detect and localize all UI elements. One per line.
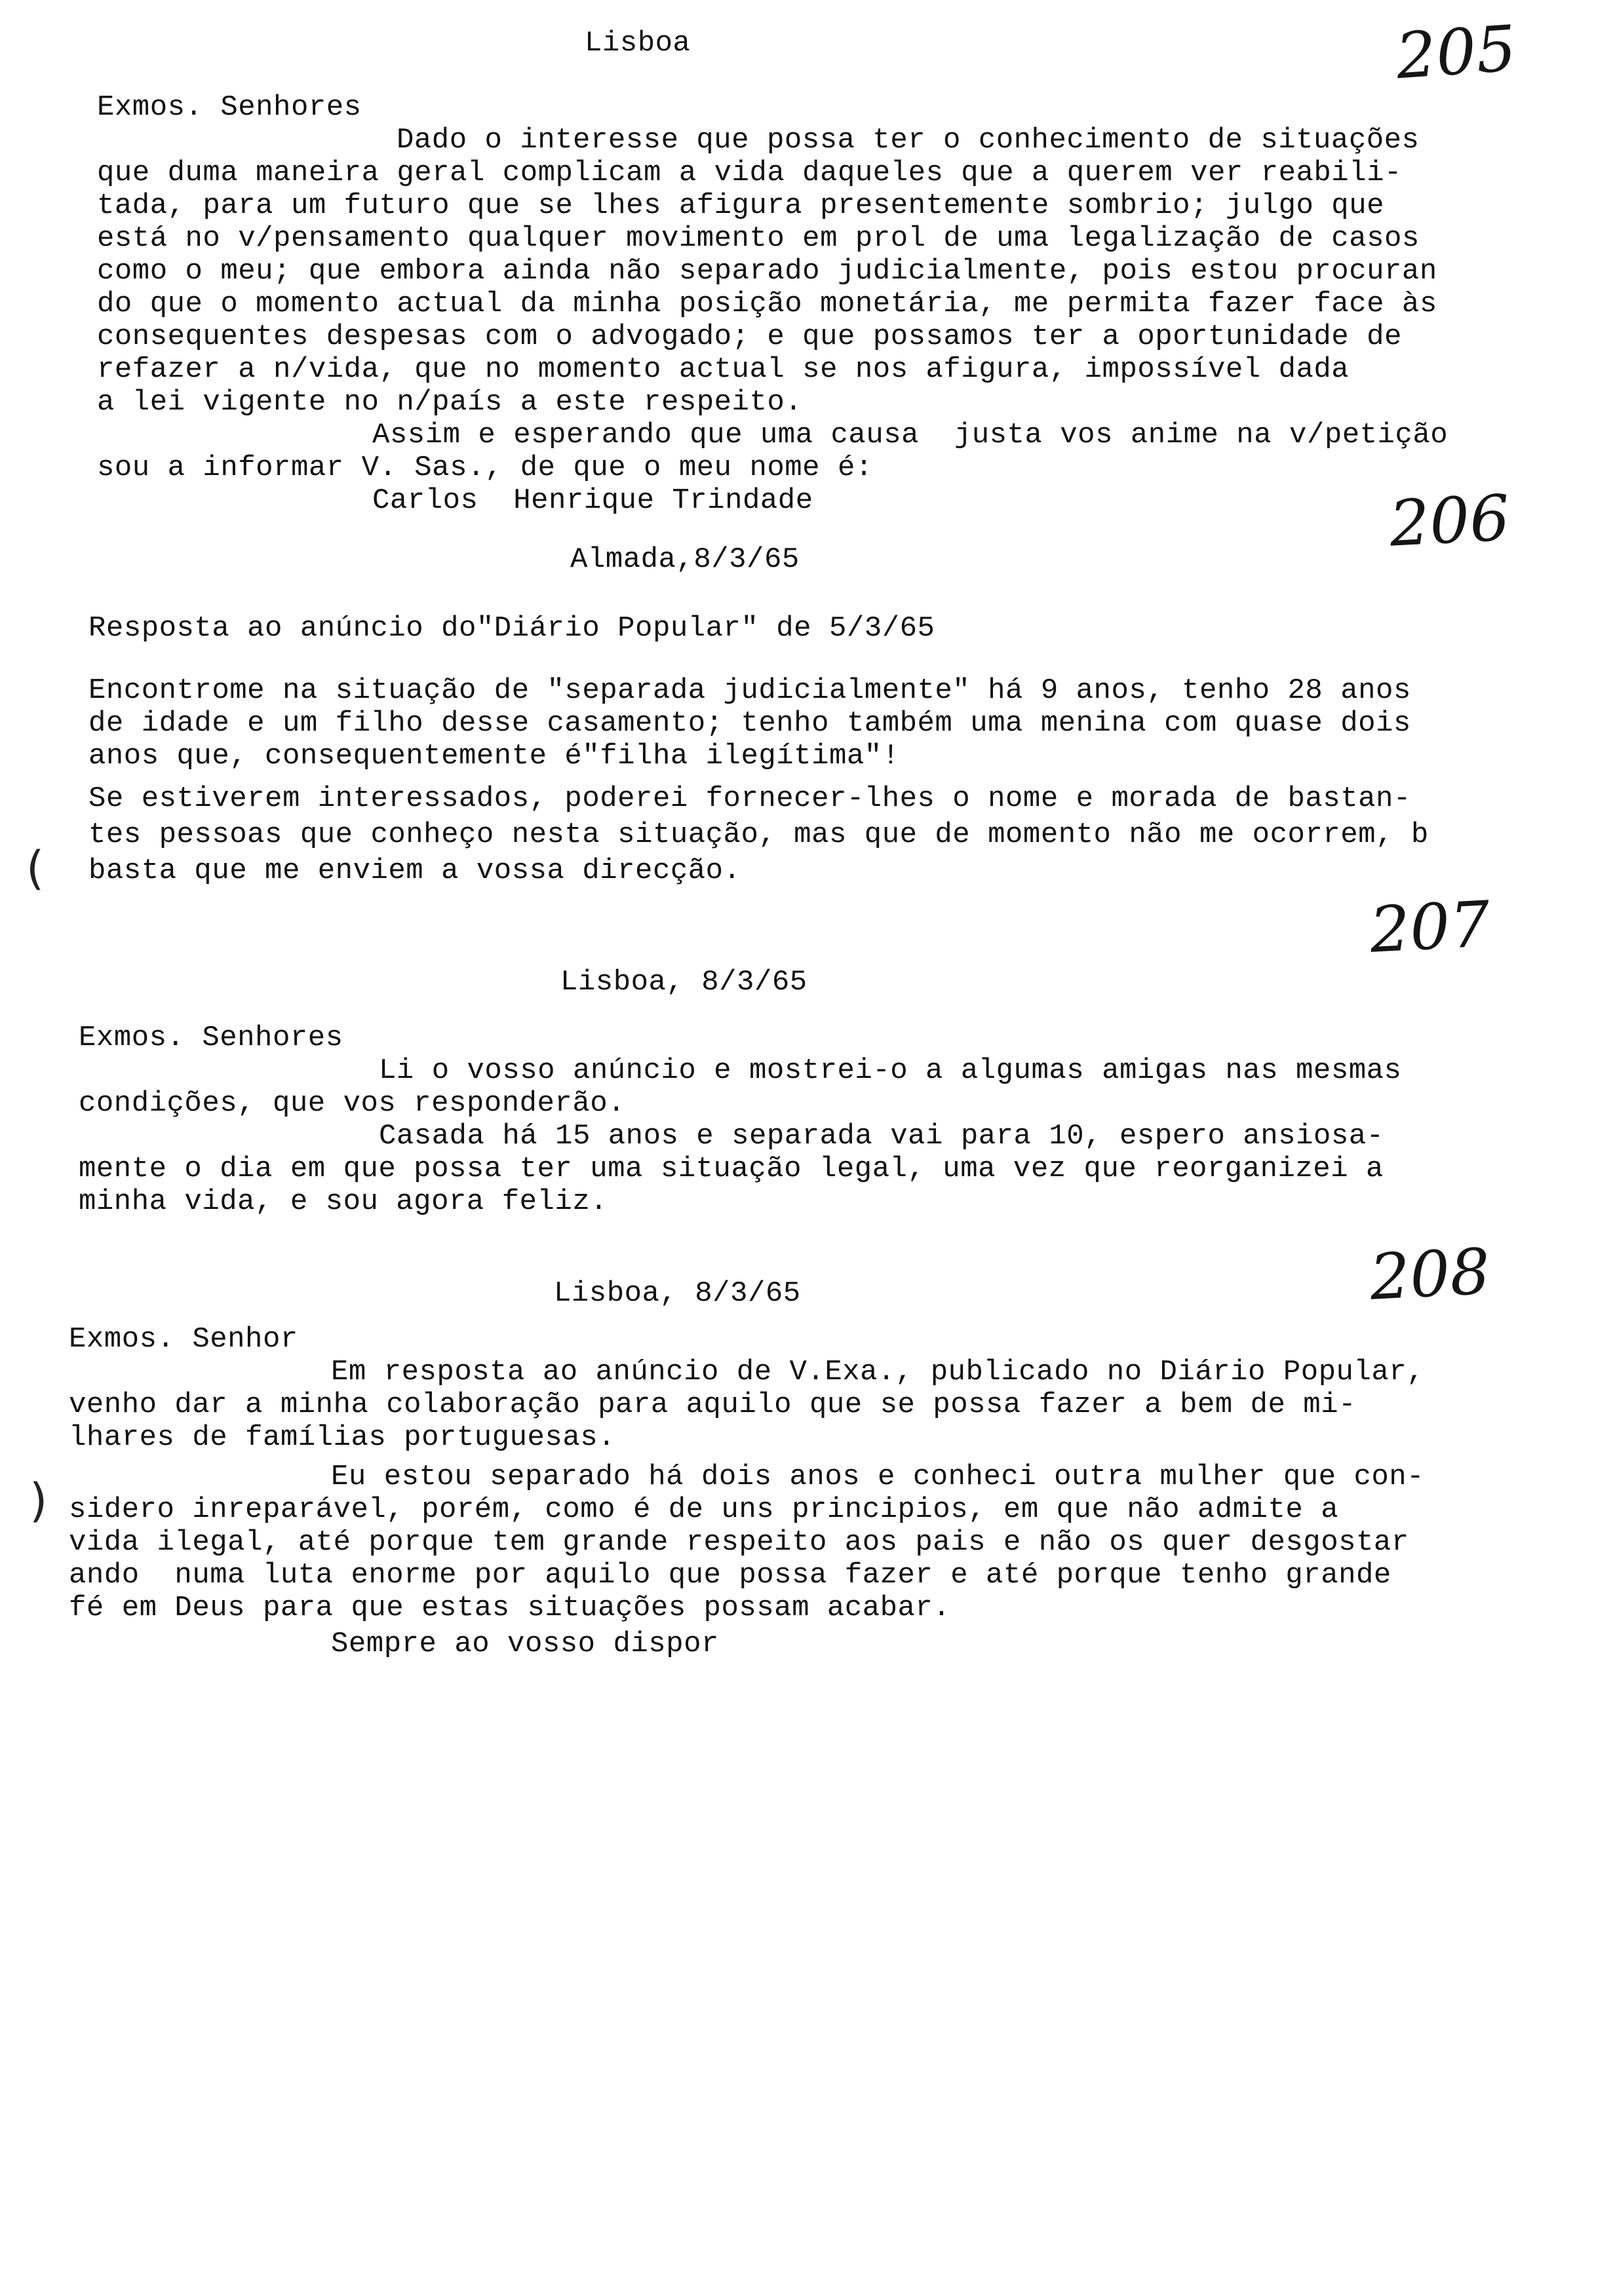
letter-205-salutation: Exmos. Senhores [97,91,362,124]
letter-208-line-6: vida ilegal, até porque tem grande respeito aos pais e não os quer desgostar [69,1526,1409,1559]
letter-206-handwritten-number: 206 [1388,481,1512,561]
letter-208-salutation: Exmos. Senhor [69,1323,298,1356]
letter-206-line-5: tes pessoas que conheço nesta situação, mas que de momento não me ocorrem, b [88,818,1429,851]
letter-206-line-2: de idade e um filho desse casamento; tenho também uma menina com quase dois [88,707,1411,740]
letter-206-line-6: basta que me enviem a vossa direcção. [88,854,741,887]
letter-208-line-1: Em resposta ao anúncio de V.Exa., publicado no Diário Popular, [331,1356,1425,1388]
letter-208-line-3: lhares de famílias portuguesas. [69,1421,616,1454]
letter-205-line-9: a lei vigente no n/país a este respeito. [97,386,803,419]
letter-206-line-4: Se estiverem interessados, poderei fornecer-lhes o nome e morada de bastan- [88,782,1411,815]
letter-205-line-4: está no v/pensamento qualquer movimento em prol de uma legalização de casos [97,222,1420,255]
letter-206-line-1: Encontrome na situação de "separada judicialmente" há 9 anos, tenho 28 anos [88,674,1411,707]
letter-208-line-5: sidero inreparável, porém, como é de uns principios, em que não admite a [69,1493,1339,1526]
letter-207-place-date: Lisboa, 8/3/65 [560,966,808,999]
letter-205-line-7: consequentes despesas com o advogado; e que possamos ter a oportunidade de [97,320,1402,353]
letter-208-line-2: venho dar a minha colaboração para aquilo que se possa fazer a bem de mi- [69,1388,1357,1421]
letter-205-line-6: do que o momento actual da minha posição monetária, me permita fazer face às [97,288,1437,320]
letter-207-line-1: Li o vosso anúncio e mostrei-o a algumas amigas nas mesmas [379,1054,1402,1087]
letter-205-place-date: Lisboa [585,27,691,60]
letter-205-handwritten-number: 205 [1393,11,1519,94]
letter-208-handwritten-number: 208 [1368,1234,1492,1314]
letter-207-handwritten-number: 207 [1368,887,1492,967]
letter-207-salutation: Exmos. Senhores [79,1022,343,1054]
letter-208-line-7: ando numa luta enorme por aquilo que possa fazer e até porque tenho grande [69,1559,1391,1592]
letter-207-line-2: condições, que vos responderão. [79,1087,626,1120]
letter-205-line-10: Assim e esperando que uma causa justa vos anime na v/petição [372,419,1449,451]
margin-bracket-mark: ( [26,841,45,895]
letter-208-line-8: fé em Deus para que estas situações possam acabar. [69,1592,951,1624]
letter-205-line-11: sou a informar V. Sas., de que o meu nome é: [97,451,873,484]
letter-206-place-date: Almada,8/3/65 [570,543,800,576]
letter-205-line-5: como o meu; que embora ainda não separado judicialmente, pois estou procuran [97,255,1437,288]
letter-207-line-5: minha vida, e sou agora feliz. [79,1185,608,1218]
letter-205-line-3: tada, para um futuro que se lhes afigura presentemente sombrio; julgo que [97,189,1385,222]
letter-207-line-3: Casada há 15 anos e separada vai para 10, espero ansiosa- [379,1120,1384,1153]
letter-207-line-4: mente o dia em que possa ter uma situação legal, uma vez que reorganizei a [79,1153,1384,1185]
letter-208-line-4: Eu estou separado há dois anos e conheci outra mulher que con- [331,1461,1425,1493]
margin-bracket-mark: ) [29,1474,48,1527]
letter-205-line-1: Dado o interesse que possa ter o conhecimento de situações [397,124,1420,157]
letter-206-line-3: anos que, consequentemente é"filha ilegítima"! [88,740,900,773]
letter-205-signature: Carlos Henrique Trindade [372,484,813,517]
letter-208-closing: Sempre ao vosso dispor [331,1628,719,1660]
letter-205-line-2: que duma maneira geral complicam a vida daqueles que a querem ver reabili- [97,157,1402,189]
letter-208-place-date: Lisboa, 8/3/65 [554,1277,801,1310]
letter-205-line-8: refazer a n/vida, que no momento actual se nos afigura, impossível dada [97,353,1350,386]
letter-206-heading: Resposta ao anúncio do"Diário Popular" de 5/3/65 [88,612,935,645]
